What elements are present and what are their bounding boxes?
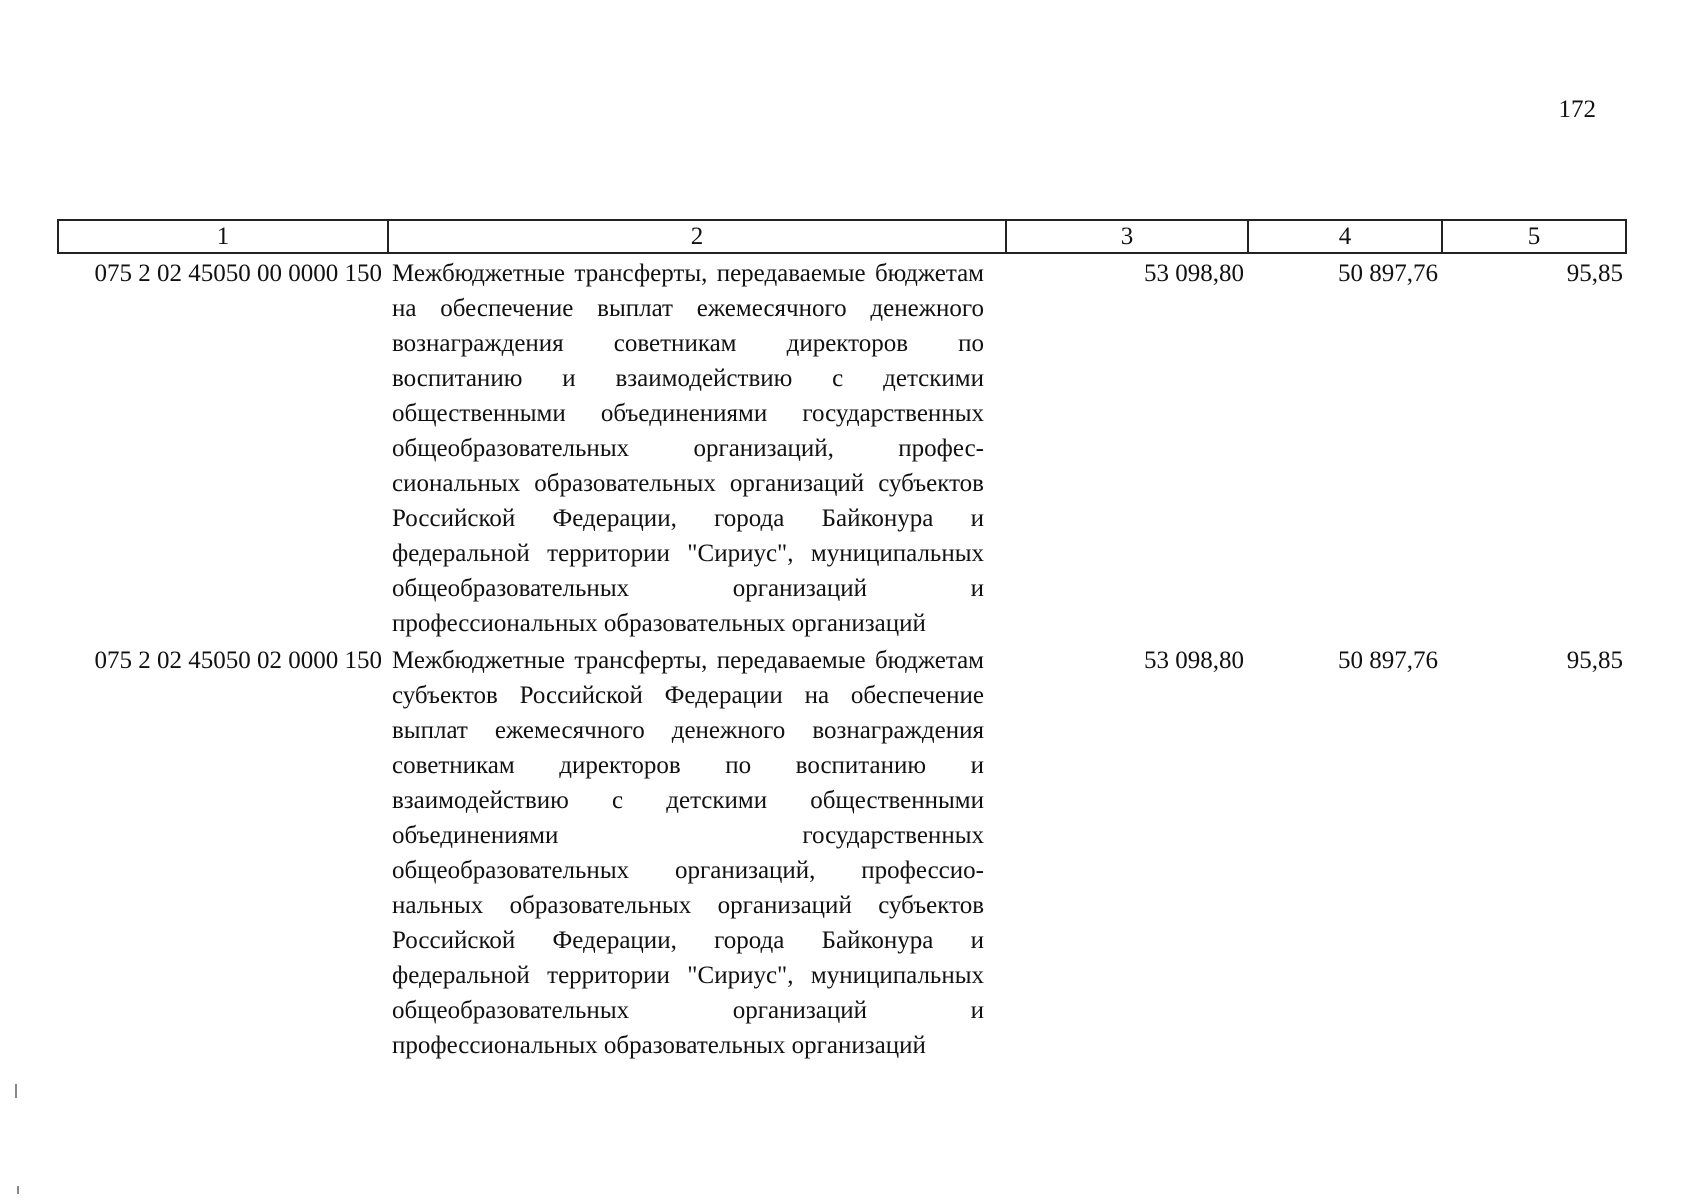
table-body [58,253,1626,1063]
description-cell: Межбюджетные трансферты, передаваемые бюджетам на обеспечение выплат ежемесячного денежного вознаграждения советникам директоров по воспитанию и взаимодействию с детскими общественными объединениями государственных общеобразовательных организаций, профессиональных образовательных организаций субъектов Российской Федерации, города Байконура и федеральной территории "Сириус", муниципальных общеобразовательных организаций и профессиональных образовательных организаций [392,260,984,637]
budget-code-cell: 075 2 02 45050 00 0000 150 [94,260,382,287]
table-row [58,253,1626,641]
planned-amount-cell: 53 098,80 [1144,260,1244,287]
header-col-1: 1 [58,220,388,253]
page-number: 172 [1558,96,1596,123]
actual-amount-cell: 50 897,76 [1338,647,1438,674]
header-col-3: 3 [1006,220,1248,253]
budget-code-cell: 075 2 02 45050 02 0000 150 [94,647,382,674]
table-row [58,641,1626,1063]
scan-artifact [17,1186,19,1194]
budget-table-container [57,219,1625,1063]
header-col-2: 2 [388,220,1006,253]
header-col-4: 4 [1248,220,1442,253]
header-row [58,220,1626,253]
description-cell: Межбюджетные трансферты, передаваемые бюджетам субъектов Российской Федерации на обеспечение выплат ежемесячного денежного вознаграждения советникам директоров по воспитанию и взаимодействию с детскими общественными объединениями государственных общеобразовательных организаций, профессиональных образовательных организаций субъектов Российской Федерации, города Байконура и федеральной территории "Сириус", муниципальных общеобразовательных организаций и профессиональных образовательных организаций [392,647,984,1059]
percent-cell: 95,85 [1566,647,1623,674]
planned-amount-cell: 53 098,80 [1144,647,1244,674]
budget-table [57,219,1627,1063]
table-header [58,220,1626,253]
actual-amount-cell: 50 897,76 [1338,260,1438,287]
percent-cell: 95,85 [1566,260,1623,287]
scan-artifact [15,1084,17,1098]
header-col-5: 5 [1442,220,1626,253]
